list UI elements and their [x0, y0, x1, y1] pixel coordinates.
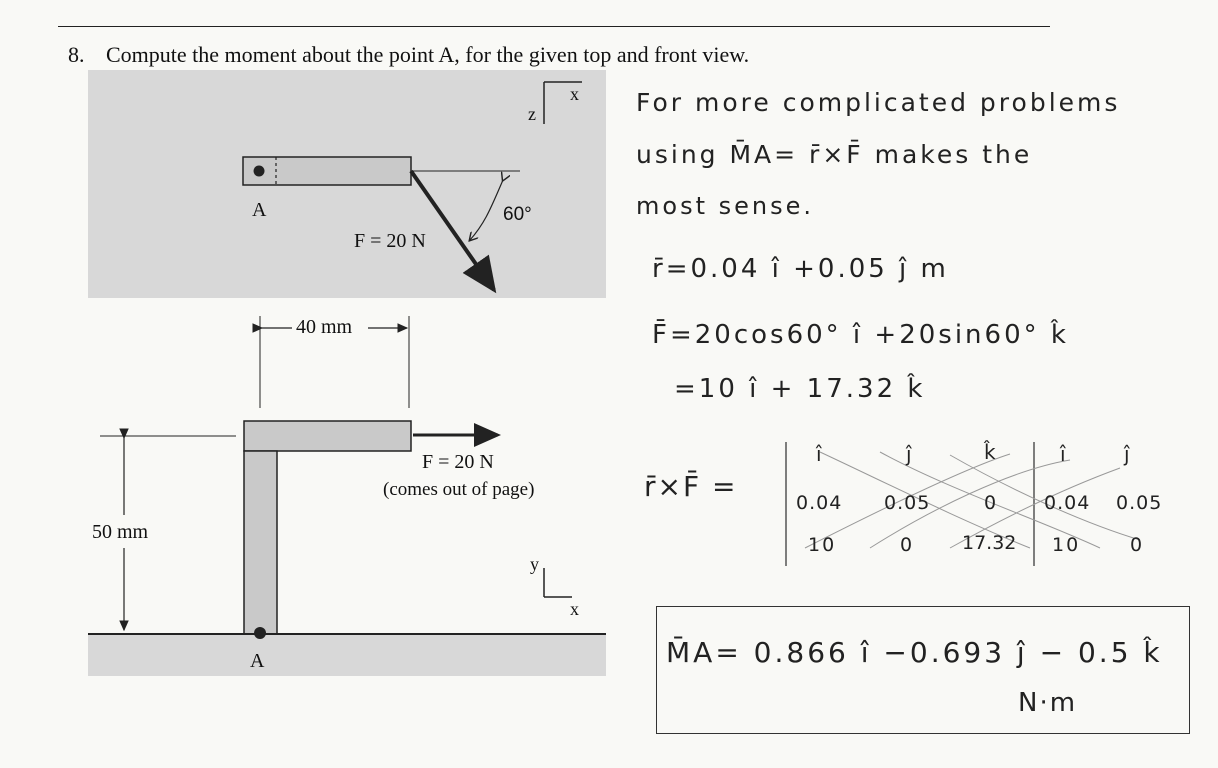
solution-intro-line2: using M̄A= r̄×F̄ makes the: [636, 140, 1033, 169]
dimension-50mm-label: 50 mm: [92, 521, 149, 543]
top-view-axis-z: z: [528, 104, 536, 124]
top-view-point-label: A: [252, 199, 267, 221]
answer-box: [656, 606, 1190, 734]
front-view-force-note: (comes out of page): [383, 479, 535, 500]
solution-intro-line1: For more complicated problems: [636, 88, 1121, 117]
position-vector: r̄=0.04 î +0.05 ĵ m: [652, 254, 949, 284]
matrix-r1-c4: î: [1060, 442, 1068, 466]
matrix-r1-c3: k̂: [984, 440, 998, 464]
matrix-r3-c4: 10: [1052, 534, 1081, 556]
problem-number: 8.: [68, 42, 85, 67]
matrix-r3-c1: 10: [808, 534, 837, 556]
top-view-force-label: F = 20 N: [354, 230, 426, 252]
front-view-axis-y: y: [530, 554, 539, 574]
dimension-40mm-label: 40 mm: [296, 316, 353, 338]
answer-units: N·m: [1018, 688, 1078, 718]
front-view-point-a: [254, 627, 266, 639]
angle-arc: [470, 180, 503, 240]
front-view-vertical-bar: [244, 451, 277, 634]
front-view-axes: [544, 568, 572, 597]
matrix-r3-c3: 17.32: [962, 532, 1017, 554]
solution-intro-line3: most sense.: [636, 192, 814, 220]
front-view-force-label: F = 20 N: [422, 451, 494, 473]
top-view-bar: [243, 157, 411, 185]
matrix-r1-c2: ĵ: [906, 442, 914, 466]
matrix-r2-c2: 0.05: [884, 492, 931, 514]
cross-product-label: r̄×F̄ =: [644, 470, 738, 503]
matrix-r2-c1: 0.04: [796, 492, 843, 514]
front-view-axis-x: x: [570, 599, 579, 619]
matrix-r2-c5: 0.05: [1116, 492, 1163, 514]
force-vector: F̄=20cos60° î +20sin60° k̂: [652, 320, 1069, 350]
top-view-point-a: [254, 166, 265, 177]
force-vector-result: =10 î + 17.32 k̂: [674, 374, 926, 404]
matrix-r2-c4: 0.04: [1044, 492, 1091, 514]
matrix-r3-c2: 0: [900, 534, 915, 556]
top-view-angle-label: 60°: [503, 204, 532, 225]
matrix-r1-c1: î: [816, 442, 824, 466]
front-view-point-label: A: [250, 650, 265, 672]
front-view-horizontal-bar: [244, 421, 411, 451]
top-view-axis-x: x: [570, 84, 579, 104]
matrix-r3-c5: 0: [1130, 534, 1145, 556]
matrix-r2-c3: 0: [984, 492, 999, 514]
matrix-r1-c5: ĵ: [1124, 442, 1132, 466]
problem-statement: Compute the moment about the point A, for the given top and front view.: [106, 42, 750, 67]
answer-moment: M̄A= 0.866 î −0.693 ĵ − 0.5 k̂: [666, 636, 1163, 669]
